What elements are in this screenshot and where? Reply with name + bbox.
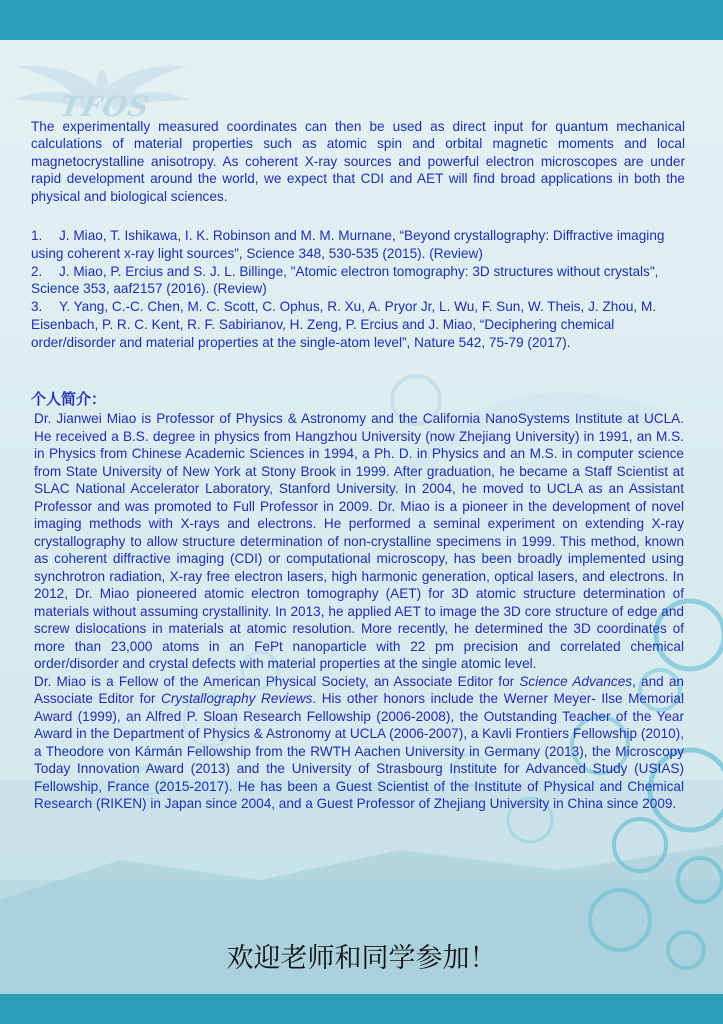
- reference-text: J. Miao, P. Ercius and S. J. L. Billinge, "Atomic electron tomography: 3D structures without crystals", Science 353, aaf2157 (2016). (Review): [31, 263, 659, 297]
- logo-wordmark: TFOS: [57, 90, 153, 123]
- bio-paragraph-1: Dr. Jianwei Miao is Professor of Physics & Astronomy and the California NanoSystems Institute at UCLA. He received a B.S. degree in physics from Hangzhou University (now Zhejiang University) in 1991, an M.S. in Physics from Chinese Academic Sciences in 1994, a Ph. D. in Physics and an M.S. in computer science from State University of New York at Stony Brook in 1999. After graduation, he became a Staff Scientist at SLAC National Accelerator Laboratory, Stanford University. In 2004, he moved to UCLA as an Assistant Professor and was promoted to Full Professor in 2009. Dr. Miao is a pioneer in the development of novel imaging methods with X-rays and electrons. He performed a seminal experiment on extending X-ray crystallography to allow structure determination of non-crystalline specimens in 1999. This method, known as coherent diffractive imaging (CDI) or computational microscopy, has been broadly implemented using synchrotron radiation, X-ray free electron lasers, high harmonic generation, optical lasers, and electrons. In 2012, Dr. Miao pioneered atomic electron tomography (AET) for 3D atomic structure determination of materials without assuming crystallinity. In 2013, he applied AET to image the 3D core structure of edge and screw dislocations in materials at atomic resolution. More recently, he determined the 3D coordinates of more than 23,000 atoms in an FePt nanoparticle with 22 pm precision and correlated chemical order/disorder and crystal defects with material properties at the single atomic level.: [34, 411, 684, 671]
- bio-paragraph-2: [34, 673, 684, 813]
- reference-number: 3.: [31, 299, 43, 315]
- closing-welcome-text: 欢迎老师和同学参加！: [226, 943, 497, 974]
- reference-text: J. Miao, T. Ishikawa, I. K. Robinson and M. M. Murnane, “Beyond crystallography: Diffractive imaging using coherent x-ray light sources”, Science 348, 530-535 (2015). (Review): [31, 228, 665, 261]
- reference-number: 2.: [31, 263, 43, 279]
- bottom-accent-bar: [0, 994, 723, 1024]
- reference-text: Y. Yang, C.-C. Chen, M. C. Scott, C. Ophus, R. Xu, A. Pryor Jr, L. Wu, F. Sun, W. Theis, J. Zhou, M. Eisenbach, P. R. C. Kent, R. F. Sabirianov, H. Zeng, P. Ercius and J. Miao, “Deciphering chemical order/disorder and material properties at the single-atom level”, Nature 542, 75-79 (2017).: [31, 299, 657, 350]
- bio-paragraph-2-mid: , and an Associate Editor for: [34, 673, 684, 706]
- journal-name-science-advances: Science Advances: [519, 673, 633, 689]
- journal-name-crystallography-reviews: Crystallography Reviews: [161, 691, 313, 706]
- reference-item: [31, 263, 685, 299]
- bio-paragraph-2-start: Dr. Miao is a Fellow of the American Physical Society, an Associate Editor for: [34, 673, 520, 689]
- reference-list: [31, 227, 685, 352]
- reference-item: [31, 227, 685, 263]
- bio-section: [34, 410, 684, 813]
- reference-number: 1.: [31, 228, 43, 243]
- bio-paragraph-2-end: . His other honors include the Werner Meyer- Ilse Memorial Award (1999), an Alfred P. Sloan Research Fellowship (2006-2008), the Outstanding Teacher of the Year Award in the Department of Physics & Astronomy at UCLA (2006-2007), a Kavli Frontiers Fellowship (2010), a Theodore von Kármán Fellowship from the RWTH Aachen University in Germany (2013), the Microscopy Today Innovation Award (2013) and the University of Strasbourg Institute for Advanced Study (USIAS) Fellowship, France (2015-2017). He has been a Guest Scientist of the Institute of Physical and Chemical Research (RIKEN) in Japan since 2004, and a Guest Professor of Zhejiang University in China since 2009.: [34, 691, 685, 811]
- intro-paragraph: The experimentally measured coordinates can then be used as direct input for quantum mechanical calculations of material properties such as atomic spin and orbital magnetic moments and local magnetocrystalline anisotropy. As coherent X-ray sources and powerful electron microscopes are under rapid development around the world, we expect that CDI and AET will find broad applications in both the physical and biological sciences.: [31, 119, 685, 204]
- reference-item: [31, 298, 685, 351]
- bio-heading: 个人简介：: [31, 390, 107, 408]
